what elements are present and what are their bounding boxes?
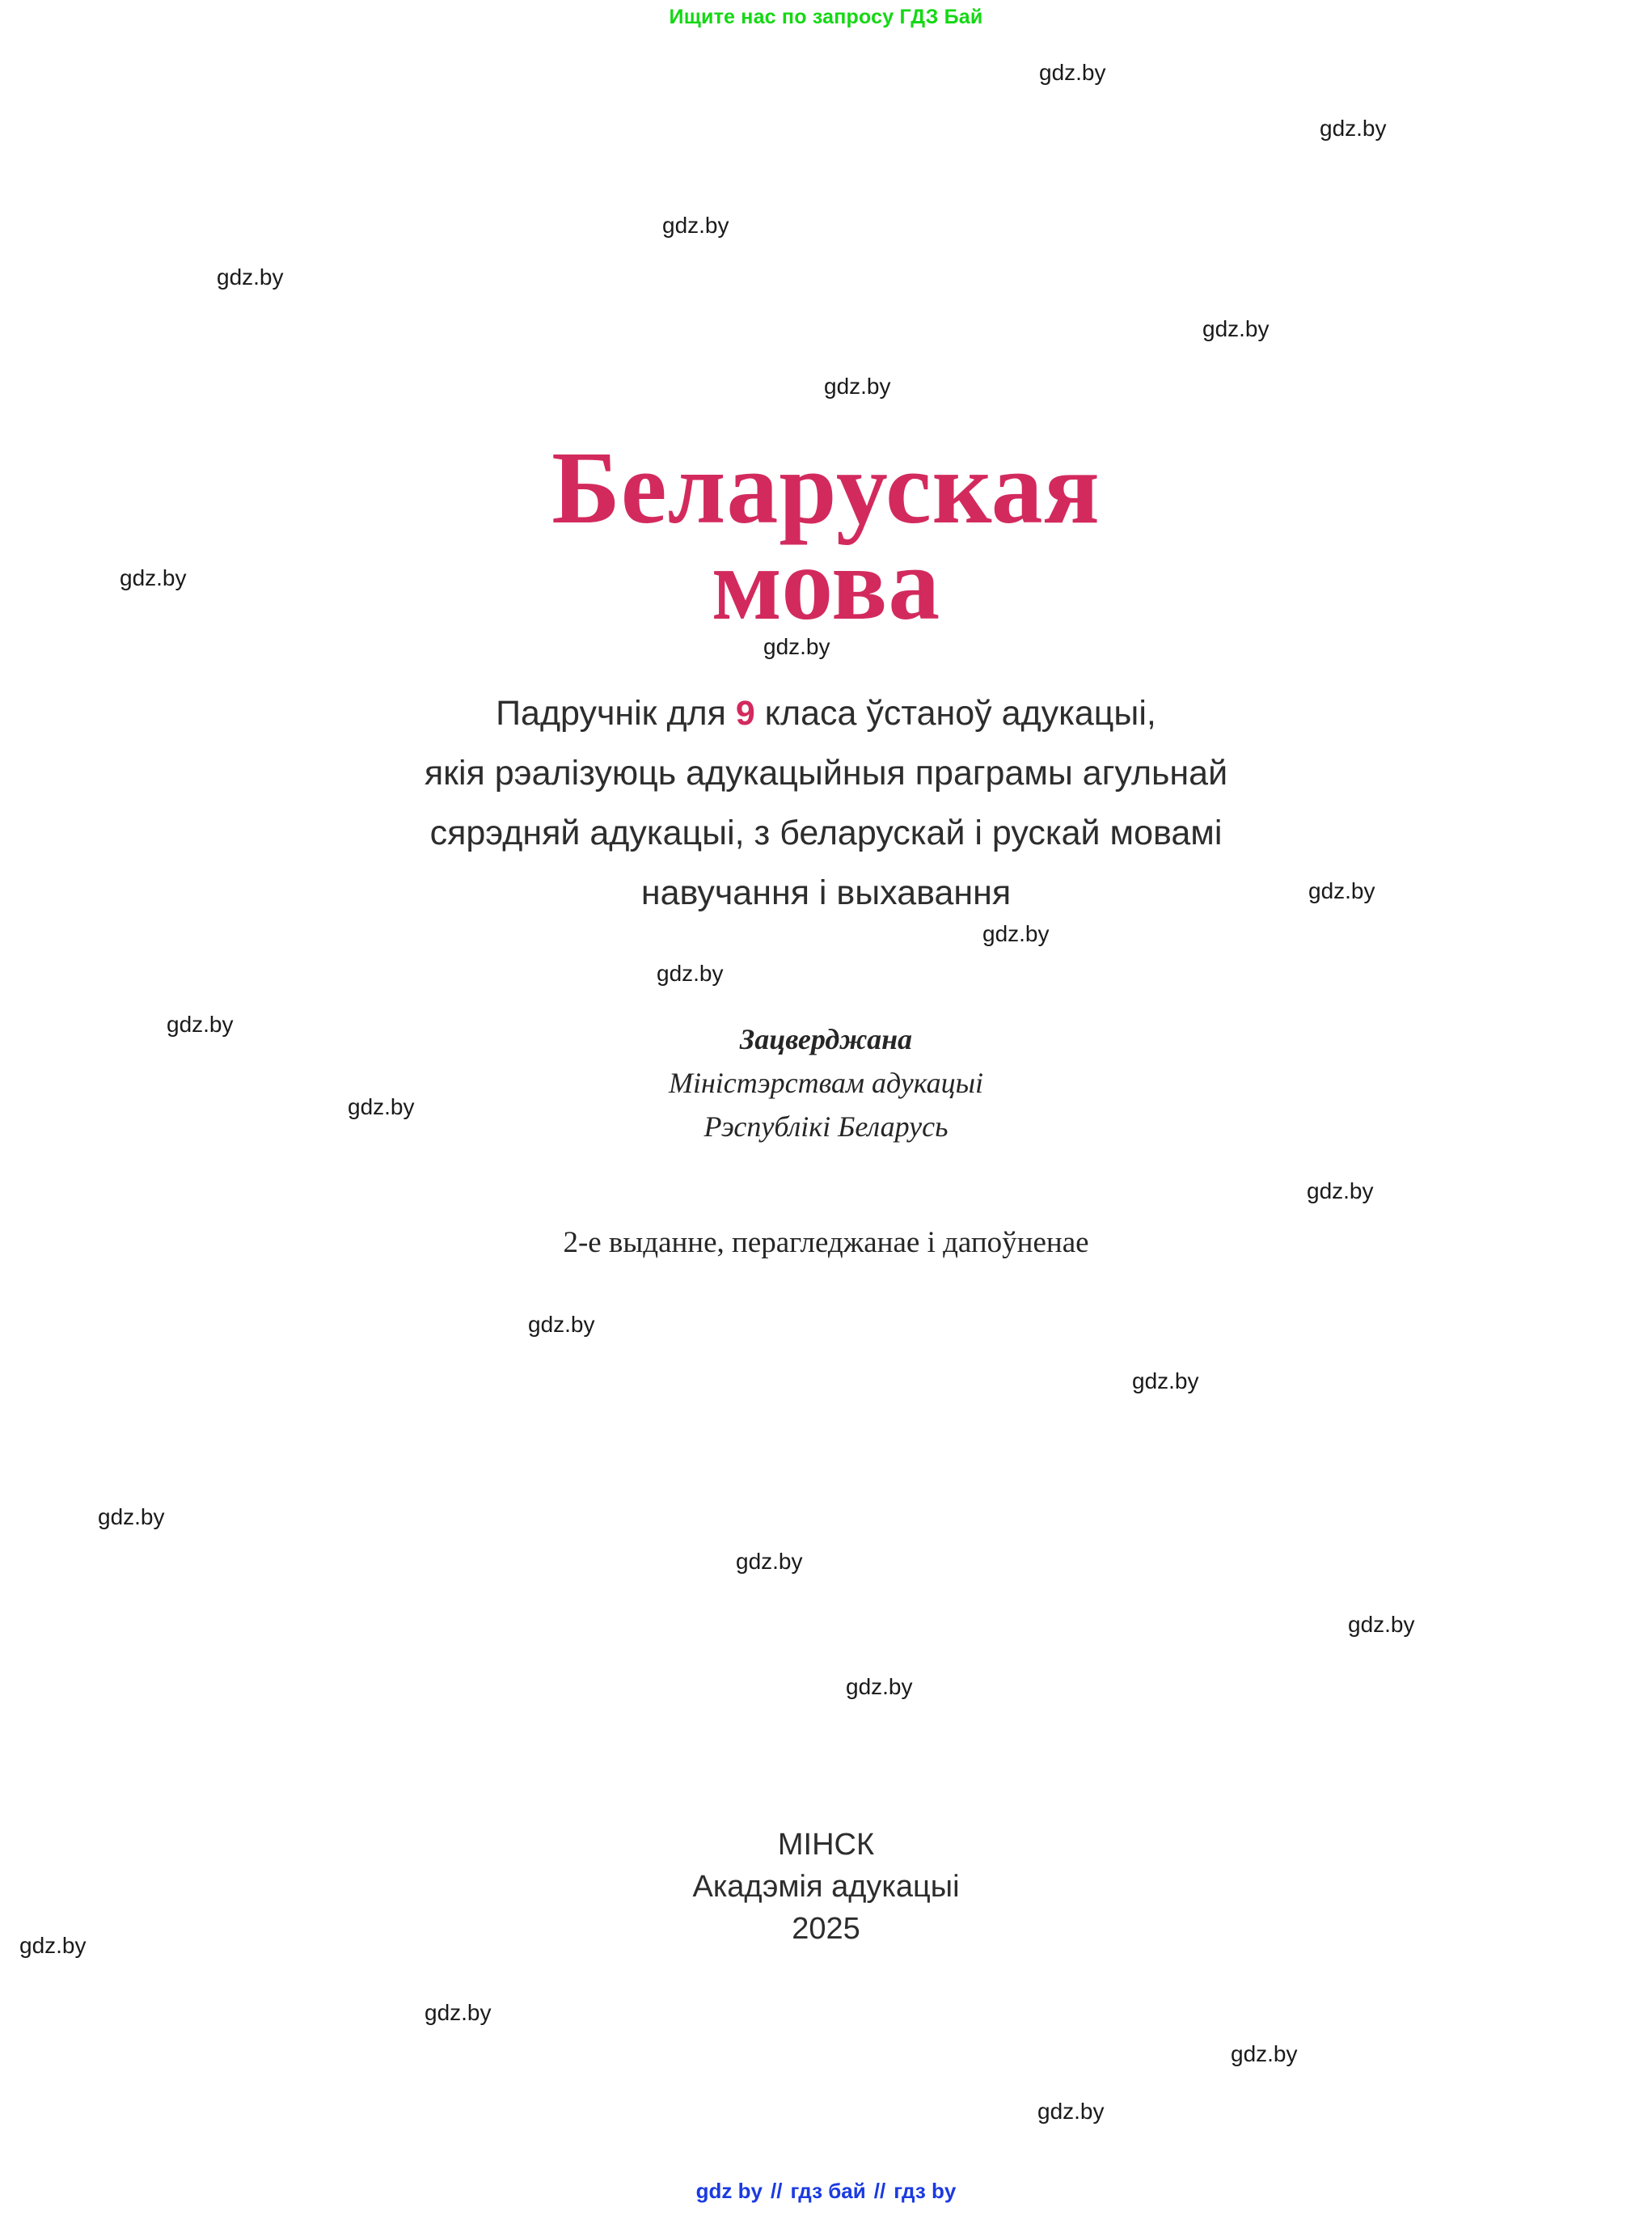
watermark-gdz-by: gdz.by xyxy=(167,1012,234,1037)
watermark-gdz-by: gdz.by xyxy=(736,1549,803,1574)
watermark-gdz-by: gdz.by xyxy=(425,2000,492,2025)
watermark-gdz-by: gdz.by xyxy=(1132,1368,1199,1393)
approval-line-3: Рэспублікі Беларусь xyxy=(703,1110,949,1143)
footer-link-gdz-bai[interactable]: гдз бай xyxy=(790,2179,866,2203)
watermark-gdz-by: gdz.by xyxy=(1202,316,1270,341)
watermark-gdz-by: gdz.by xyxy=(348,1094,415,1119)
page-title xyxy=(0,429,1652,641)
watermark-gdz-by: gdz.by xyxy=(657,961,724,986)
watermark-gdz-by: gdz.by xyxy=(1348,1612,1415,1637)
approval-line-1: Зацверджана xyxy=(739,1023,913,1055)
watermark-gdz-by: gdz.by xyxy=(982,921,1050,946)
promo-banner[interactable]: Ищите нас по запросу ГДЗ Бай xyxy=(669,6,983,28)
footer-separator-2: // xyxy=(873,2179,886,2203)
footer-link-gdz-by[interactable]: gdz by xyxy=(695,2179,763,2203)
watermark-gdz-by: gdz.by xyxy=(846,1674,913,1699)
watermark-gdz-by: gdz.by xyxy=(662,213,729,238)
edition-statement: 2-е выданне, перагледжанае і дапоўненае xyxy=(563,1226,1089,1259)
approval-line-2: Міністэрствам адукацыі xyxy=(668,1067,984,1099)
subtitle-line-1-prefix: Падручнік для xyxy=(496,694,736,733)
imprint-publisher: Акадэмія адукацыі xyxy=(692,1870,960,1904)
imprint-city: МІНСК xyxy=(777,1828,875,1862)
title-line-2: мова xyxy=(711,526,941,641)
subtitle-line-4: навучання і выхавання xyxy=(640,873,1012,912)
imprint-year: 2025 xyxy=(792,1912,860,1946)
subtitle-block xyxy=(0,683,1652,923)
subtitle-line-1-suffix: класа ўстаноў адукацыі, xyxy=(754,694,1156,733)
grade-number: 9 xyxy=(735,694,755,733)
site-footer xyxy=(0,2179,1652,2204)
watermark-gdz-by: gdz.by xyxy=(1037,2099,1105,2124)
watermark-gdz-by: gdz.by xyxy=(98,1504,165,1529)
imprint-block xyxy=(0,1824,1652,1950)
footer-separator-1: // xyxy=(770,2179,783,2203)
watermark-gdz-by: gdz.by xyxy=(824,374,891,399)
watermark-gdz-by: gdz.by xyxy=(1320,116,1387,141)
title-line-1: Беларуская xyxy=(551,429,1101,545)
subtitle-line-2: якія рэалізуюць адукацыйныя праграмы агульнай xyxy=(424,754,1228,793)
subtitle-line-1 xyxy=(0,683,1652,743)
subtitle-line-3: сярэдняй адукацыі, з беларускай і рускай мовамі xyxy=(429,814,1223,852)
watermark-gdz-by: gdz.by xyxy=(217,264,284,290)
watermark-gdz-by: gdz.by xyxy=(19,1933,87,1958)
watermark-gdz-by: gdz.by xyxy=(763,634,830,659)
approval-block xyxy=(0,1017,1652,1148)
watermark-gdz-by: gdz.by xyxy=(120,565,187,590)
watermark-gdz-by: gdz.by xyxy=(1039,60,1106,85)
watermark-gdz-by: gdz.by xyxy=(1308,878,1375,903)
watermark-gdz-by: gdz.by xyxy=(1231,2041,1298,2066)
watermark-gdz-by: gdz.by xyxy=(528,1312,595,1337)
footer-link-gdz-by-cyr[interactable]: гдз by xyxy=(894,2179,957,2203)
watermark-gdz-by: gdz.by xyxy=(1307,1178,1374,1203)
